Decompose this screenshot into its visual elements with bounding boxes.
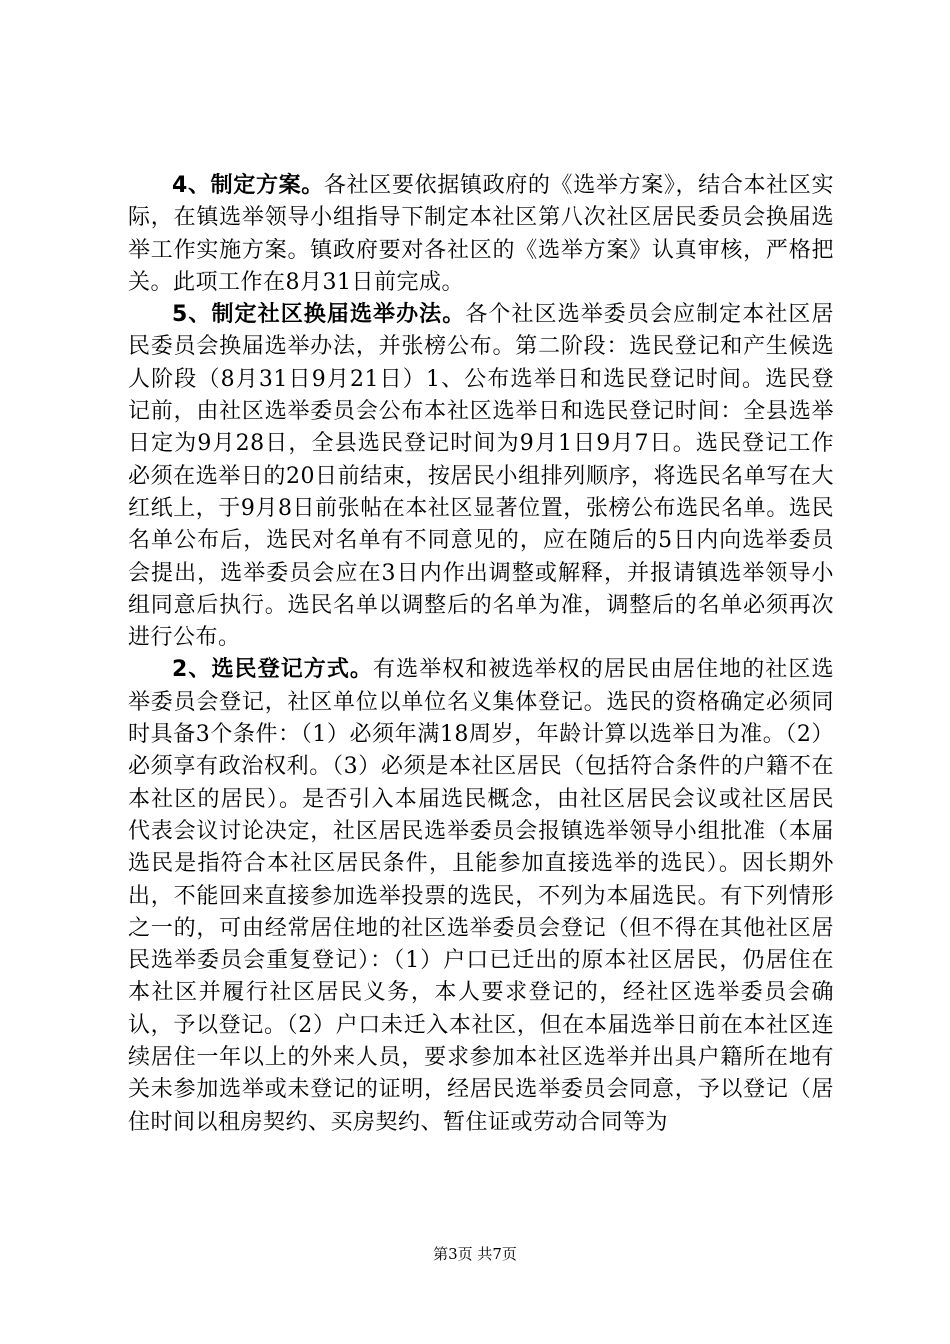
page-number-footer: 第3页 共7页: [433, 1245, 517, 1263]
paragraph-text: 各个社区选举委员会应制定本社区居民委员会换届选举办法，并张榜公布。第二阶段：选民登记和产生候选人阶段（8月31日9月21日）1、公布选举日和选民登记时间。选民登记前，由社区选举委员会公布本社区选举日和选民登记时间：全县选举日定为9月28日，全县选民登记时间为9月1日9月7日。选民登记工作必须在选举日的20日前结束，按居民小组排列顺序，将选民名单写在大红纸上，于9月8日前张帖在本社区显著位置，张榜公布选民名单。选民名单公布后，选民对名单有不同意见的，应在随后的5日内向选举委员会提出，选举委员会应在3日内作出调整或解释，并报请镇选举领导小组同意后执行。选民名单以调整后的名单为准，调整后的名单必须再次进行公布。: [128, 302, 834, 651]
paragraph-heading: 2、选民登记方式。: [172, 657, 374, 683]
paragraph-heading: 5、制定社区换届选举办法。: [172, 302, 466, 328]
paragraph-text: 有选举权和被选举权的居民由居住地的社区选举委员会登记，社区单位以单位名义集体登记。选民的资格确定必须同时具备3个条件：（1）必须年满18周岁，年龄计算以选举日为准。（2）必须享有政治权利。（3）必须是本社区居民（包括符合条件的户籍不在本社区的居民）。是否引入本届选民概念，由社区居民会议或社区居民代表会议讨论决定，社区居民选举委员会报镇选举领导小组批准（本届选民是指符合本社区居民条件，且能参加直接选举的选民）。因长期外出，不能回来直接参加选举投票的选民，不列为本届选民。有下列情形之一的，可由经常居住地的社区选举委员会登记（但不得在其他社区居民选举委员会重复登记）：（1）户口已迁出的原本社区居民，仍居住在本社区并履行社区居民义务，本人要求登记的，经社区选举委员会确认，予以登记。（2）户口未迁入本社区，但在本届选举日前在本社区连续居住一年以上的外来人员，要求参加本社区选举并出具户籍所在地有关未参加选举或未登记的证明，经居民选举委员会同意，予以登记（居住时间以租房契约、买房契约、暂住证或劳动合同等为: [128, 657, 834, 1135]
paragraph-text: 各社区要依据镇政府的《选举方案》，结合本社区实际，在镇选举领导小组指导下制定本社区第八次社区居民委员会换届选举工作实施方案。镇政府要对各社区的《选举方案》认真审核，严格把关。此项工作在8月31日前完成。: [128, 173, 834, 295]
document-body: [128, 170, 834, 1139]
paragraph-plan: [128, 170, 834, 299]
paragraph-heading: 4、制定方案。: [172, 173, 324, 198]
paragraph-voter-registration: [128, 654, 834, 1138]
paragraph-election-method: [128, 299, 834, 654]
